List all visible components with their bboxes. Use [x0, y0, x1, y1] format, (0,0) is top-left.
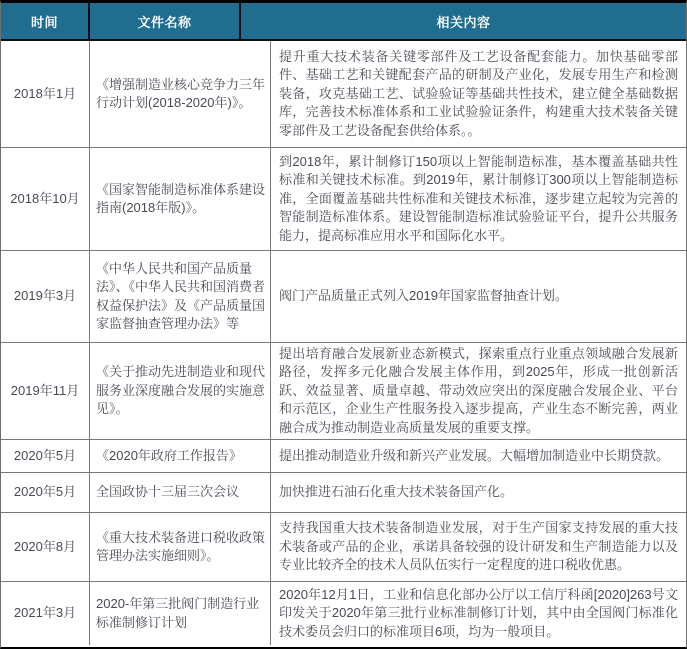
cell-related-content: 提出推动制造业升级和新兴产业发展。大幅增加制造业中长期贷款。 — [279, 447, 670, 463]
cell-related-content: 2020年12月1日，工业和信息化部办公厅以工信厅科函[2020]263号文印发关于2020年第三批行业标准制修订计划，其中由全国阀门标准化技术委员会归口的标准项目6项，均为一般项目。 — [279, 586, 678, 639]
table-row — [1, 41, 686, 147]
table-row — [1, 250, 686, 342]
cell-time: 2020年5月 — [1, 473, 90, 512]
header-cell-related-content: 相关内容 — [436, 14, 491, 30]
cell-document-name: 《国家智能制造标准体系建设指南(2018年版)》。 — [90, 148, 271, 250]
cell-related-content: 到2018年，累计制修订150项以上智能制造标准，基本覆盖基础共性标准和关键技术标准。到2019年，累计制修订300项以上智能制造标准，全面覆盖基础共性标准和关键技术标准，逐步建立起较为完善的智能制造标准体系。建设智能制造标准试验验证平台，提升公共服务能力，提高标准应用水平和国际化水平。 — [279, 153, 678, 243]
cell-time: 2019年11月 — [1, 343, 90, 439]
cell-time: 2021年3月 — [1, 582, 90, 645]
cell-related-content: 支持我国重大技术装备制造业发展，对于生产国家支持发展的重大技术装备或产品的企业，承诺具备较强的设计研发和生产制造能力以及专业比较齐全的技术人员队伍实行一定程度的进口税收优惠。 — [279, 520, 678, 573]
cell-time: 2018年10月 — [1, 148, 90, 250]
table-row — [1, 147, 686, 250]
cell-document-name: 《增强制造业核心竞争力三年行动计划(2018-2020年)》。 — [90, 41, 271, 147]
table-row — [1, 439, 686, 472]
table-row — [1, 342, 686, 439]
cell-time: 2019年3月 — [1, 251, 90, 342]
cell-related-content: 提出培育融合发展新业态新模式，探索重点行业重点领域融合发展新路径，发挥多元化融合发展主体作用，到2025年，形成一批创新活跃、效益显著、质量卓越、带动效应突出的深度融合发展企业、平台和示范区，企业生产性服务投入逐步提高，产业生态不断完善，两业融合成为推动制造业高质量发展的重要支撑。 — [279, 345, 678, 435]
cell-related-content: 加快推进石油石化重大技术装备国产化。 — [279, 484, 514, 500]
table-row — [1, 512, 686, 581]
cell-time: 2020年8月 — [1, 513, 90, 581]
cell-document-name: 《重大技术装备进口税收政策管理办法实施细则》。 — [90, 513, 271, 581]
cell-document-name: 《2020年政府工作报告》 — [90, 440, 271, 472]
cell-document-name: 《中华人民共和国产品质量法》、《中华人民共和国消费者权益保护法》及《产品质量国家监督抽查管理办法》等 — [90, 251, 271, 342]
cell-related-content: 提升重大技术装备关键零部件及工艺设备配套能力。加快基础零部件、基础工艺和关键配套产品的研制及产业化，发展专用生产和检测装备，攻克基础工艺、试验验证等基础共性技术，建立健全基础数据库，完善技术标准体系和工业试验验证条件，构建重大技术装备关键零部件及工艺设备配套供给体系。。 — [279, 48, 678, 138]
cell-document-name: 全国政协十三届三次会议 — [90, 473, 271, 512]
cell-time: 2018年1月 — [1, 41, 90, 147]
table-row — [1, 472, 686, 512]
table-header-row — [1, 3, 686, 41]
header-cell-time: 时间 — [1, 3, 90, 39]
cell-related-content: 阀门产品质量正式列入2019年国家监督抽查计划。 — [279, 288, 568, 304]
header-cell-document-name: 文件名称 — [90, 3, 241, 39]
table-row — [1, 581, 686, 645]
cell-document-name: 《关于推动先进制造业和现代服务业深度融合发展的实施意见》。 — [90, 343, 271, 439]
cell-time: 2020年5月 — [1, 440, 90, 472]
cell-document-name: 2020-年第三批阀门制造行业标准制修订计划 — [90, 582, 271, 645]
